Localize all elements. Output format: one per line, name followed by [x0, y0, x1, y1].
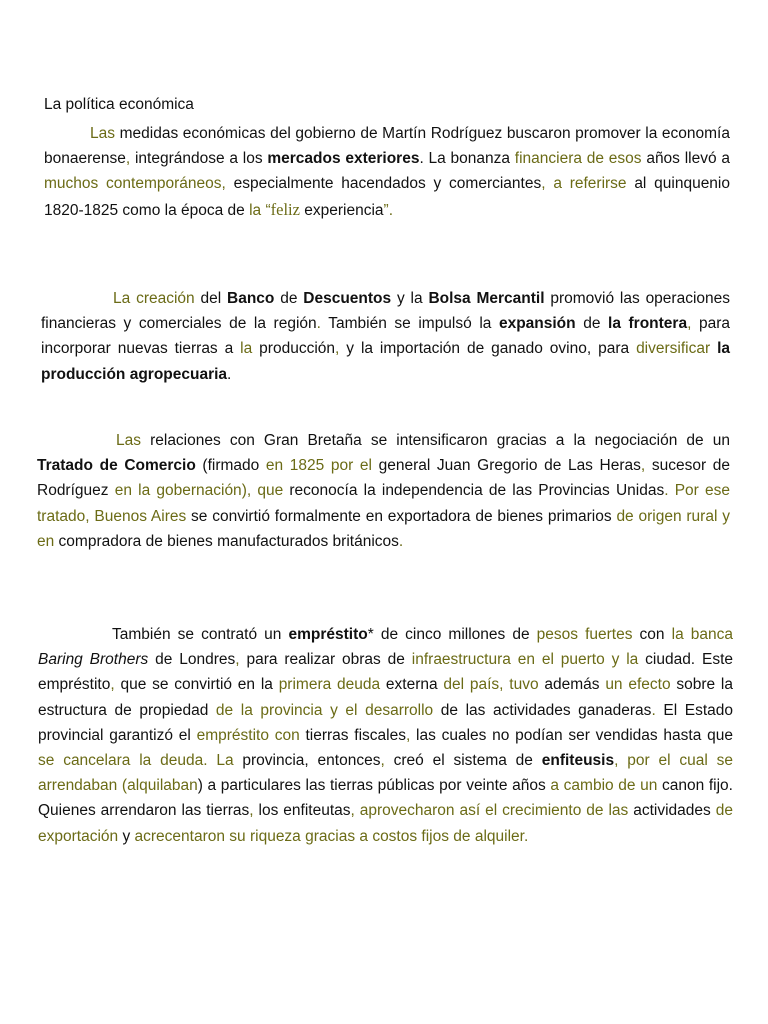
text-run: años llevó a: [641, 150, 730, 168]
text-run: de la provincia y el desarrollo: [215, 701, 434, 719]
text-run: Las: [90, 125, 115, 142]
text-run: También se contrató un: [112, 626, 289, 643]
text-run: con: [632, 626, 672, 643]
text-run: ,: [235, 651, 240, 669]
text-run: de: [575, 315, 609, 333]
text-run: sucesor de Rodríguez: [37, 457, 730, 500]
text-run: la producción agropecuaria: [41, 340, 731, 383]
text-run: la: [240, 340, 253, 358]
text-run: la frontera: [608, 315, 688, 333]
text-run: y la importación de ganado ovino, para: [339, 340, 637, 358]
paragraph-trade-treaty: [37, 428, 730, 554]
text-run: se: [186, 507, 208, 525]
text-run: y la: [391, 290, 429, 307]
text-run: canon fijo. Quienes arrendaron las tierras: [38, 777, 733, 820]
text-run: empréstito: [288, 626, 368, 643]
text-run: acrecentaron su riqueza gracias a costos fijos de alquiler: [134, 827, 524, 845]
text-run: ,: [405, 726, 411, 744]
text-run: promovió las operaciones financieras y comerciales de la región: [41, 290, 731, 333]
text-run: creó el sistema de: [384, 752, 542, 770]
text-run: provincia, entonces: [233, 752, 381, 770]
text-run: a cambio de un: [550, 777, 658, 795]
text-run: un efecto: [605, 676, 671, 694]
text-run: ,: [221, 175, 226, 193]
text-run: del país, tuvo: [443, 676, 539, 694]
text-run: en la gobernación: [114, 482, 242, 500]
text-run: financiera de esos: [514, 150, 642, 168]
text-run: del: [194, 290, 227, 307]
text-run: muchos contemporáneos: [44, 175, 222, 193]
text-run: empréstito con: [196, 726, 300, 744]
text-run: Bolsa Mercantil: [428, 290, 545, 307]
text-run: infraestructura en el puerto y la: [411, 651, 639, 669]
text-run: para incorporar nuevas tierras a: [41, 315, 730, 358]
text-run: especialmente hacendados y comerciantes: [225, 175, 542, 193]
text-run: ,: [687, 315, 692, 333]
text-run: compradora de bienes manufacturados británicos: [54, 532, 399, 550]
text-run: experiencia: [299, 201, 384, 219]
text-run: actividades: [628, 802, 716, 820]
text-run: [618, 752, 627, 769]
text-run: ,: [614, 752, 619, 770]
text-run: de origen rural y en: [37, 507, 730, 550]
text-run: de Londres: [148, 651, 236, 669]
text-run: .: [227, 365, 232, 383]
text-run: feliz: [270, 199, 300, 219]
text-run: se cancelara la deuda. La: [38, 752, 234, 770]
text-run: para realizar obras de: [239, 651, 412, 669]
text-run: sobre la estructura de propiedad: [38, 676, 733, 719]
paragraph-bank-creation: [41, 286, 730, 387]
text-run: El Estado provincial garantizó el: [38, 701, 733, 744]
text-run: .: [316, 315, 321, 333]
text-run: . Por ese tratado, Buenos Aires: [37, 482, 731, 525]
text-run: por el cual se arrendaban (alquilaban: [38, 752, 733, 795]
text-run: reconocía la independencia de las Provincias Unidas: [283, 482, 665, 500]
text-run: general Juan Gregorio de Las Heras: [371, 457, 641, 475]
text-run: en 1825 por el: [265, 457, 372, 475]
page-title: La política económica: [44, 96, 194, 113]
text-run: las cuales no podían ser vendidas hasta que: [410, 726, 733, 744]
text-run: convirtió formalmente en exportadora de bienes primarios: [207, 507, 617, 525]
text-run: externa: [380, 676, 444, 694]
text-run: al quinquenio 1820-1825 como la época de: [44, 175, 730, 219]
text-run: producción: [252, 340, 336, 358]
text-run: ,: [249, 802, 254, 820]
text-run: a referirse: [545, 175, 627, 193]
paragraph-loan: [38, 622, 733, 849]
text-run: ,: [541, 175, 546, 193]
text-run: .: [523, 827, 529, 845]
text-run: .: [398, 532, 404, 550]
text-run: Baring Brothers: [38, 651, 149, 669]
text-run: los enfiteutas: [253, 802, 351, 820]
text-run: integrándose a los: [130, 150, 268, 168]
paragraph-economic-measures: [44, 121, 730, 223]
text-run: ) a particulares las tierras públicas por veinte años: [197, 777, 551, 795]
text-run: pesos fuertes: [536, 626, 633, 643]
text-run: Tratado de Comercio: [37, 457, 196, 475]
text-run: * de cinco millones de: [367, 626, 537, 643]
text-run: enfiteusis: [541, 752, 615, 770]
text-run: Banco: [227, 290, 275, 307]
text-run: ,: [335, 340, 340, 358]
text-run: Las: [116, 432, 141, 449]
text-run: relaciones con Gran Bretaña se intensificaron gracias a la negociación de un: [141, 432, 730, 449]
text-run: de: [274, 290, 304, 307]
text-run: tierras fiscales: [299, 726, 406, 744]
text-run: ,: [380, 752, 385, 770]
text-run: , aprovecharon así el crecimiento de las: [350, 802, 629, 820]
text-run: Descuentos: [303, 290, 392, 307]
text-run: También se impulsó la: [320, 315, 499, 333]
text-run: (firmado: [195, 457, 266, 475]
text-run: .: [651, 701, 656, 719]
text-run: ,: [640, 457, 646, 475]
text-run: mercados exteriores: [267, 150, 420, 168]
text-run: diversificar: [636, 340, 711, 358]
text-run: primera deuda: [278, 676, 381, 694]
text-run: La creación: [113, 290, 195, 307]
text-run: ,: [125, 150, 131, 168]
text-run: que se convirtió en la: [114, 676, 279, 694]
text-run: medidas económicas del gobierno de Martín Rodríguez buscaron promover la economía bonaerense: [44, 125, 730, 168]
text-run: ), que: [241, 482, 284, 500]
text-run: ciudad. Este empréstito: [38, 651, 733, 694]
text-run: la banca: [671, 626, 733, 643]
text-run: . La bonanza: [419, 150, 515, 168]
text-run: ”.: [383, 201, 394, 219]
text-run: de exportación: [38, 802, 733, 845]
text-run: expansión: [498, 315, 576, 333]
text-run: además: [538, 676, 606, 694]
text-run: la “: [249, 201, 271, 219]
text-run: ,: [110, 676, 115, 694]
text-run: de las actividades ganaderas: [433, 701, 652, 719]
text-run: y: [118, 827, 135, 845]
